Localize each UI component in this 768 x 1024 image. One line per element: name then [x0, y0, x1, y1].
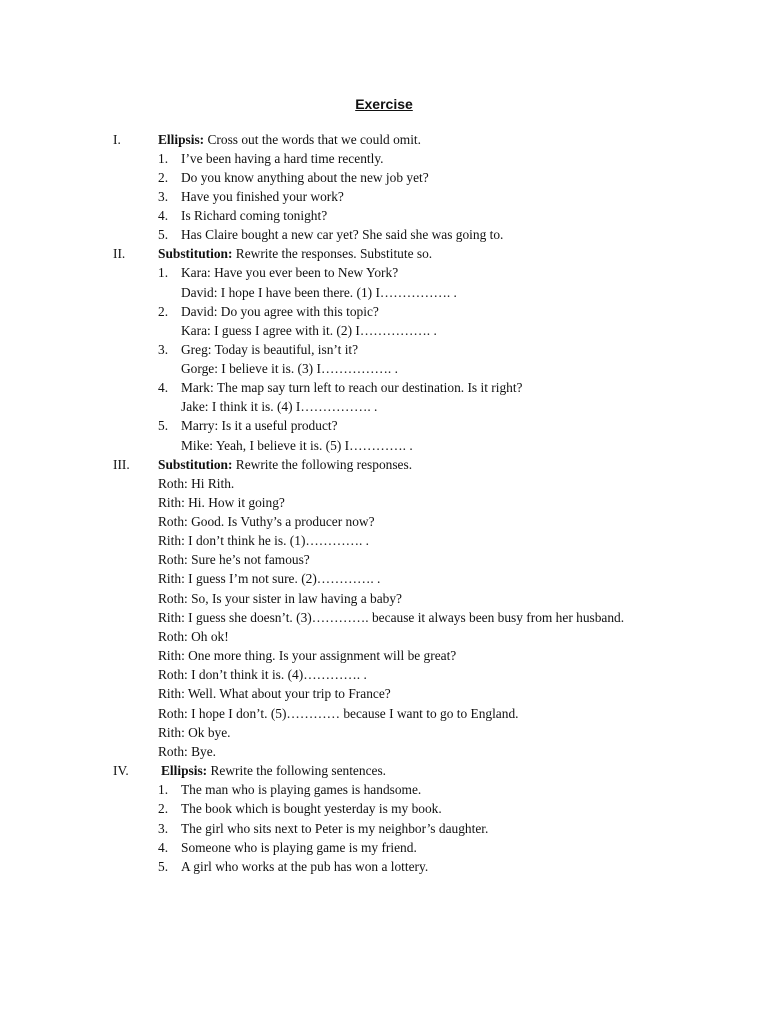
section-3-numeral: III. [113, 457, 130, 472]
dialogue-question: Mark: The map say turn left to reach our destination. Is it right? [181, 380, 523, 395]
section-4-label: Ellipsis: [161, 763, 208, 778]
section-3-heading [158, 457, 412, 473]
section-1-instruction: Cross out the words that we could omit. [204, 132, 421, 147]
item-number: 2. [158, 801, 169, 816]
dialogue-answer: Gorge: I believe it is. (3) I……………. . [181, 361, 398, 376]
item-number: 5. [158, 859, 169, 874]
item-text: The man who is playing games is handsome. [181, 782, 422, 797]
item-number: 4. [158, 840, 169, 855]
item-number: 5. [158, 418, 169, 433]
item-text: Have you finished your work? [181, 189, 344, 204]
dialogue-answer: Kara: I guess I agree with it. (2) I……………. . [181, 323, 437, 338]
dialogue-question: Marry: Is it a useful product? [181, 418, 338, 433]
page-title: Exercise [355, 96, 413, 112]
section-1-numeral: I. [113, 132, 121, 147]
section-3-instruction: Rewrite the following responses. [232, 457, 413, 472]
item-number: 4. [158, 208, 169, 223]
item-number: 3. [158, 189, 169, 204]
section-2-label: Substitution: [158, 246, 233, 261]
dialogue-line: Roth: Oh ok! [158, 629, 229, 644]
dialogue-line: Roth: Hi Rith. [158, 476, 235, 491]
item-text: The book which is bought yesterday is my book. [181, 801, 442, 816]
item-text: Is Richard coming tonight? [181, 208, 328, 223]
section-2-instruction: Rewrite the responses. Substitute so. [232, 246, 433, 261]
item-number: 2. [158, 170, 169, 185]
dialogue-line: Rith: Well. What about your trip to France? [158, 686, 391, 701]
section-4-numeral: IV. [113, 763, 129, 778]
item-text: A girl who works at the pub has won a lottery. [181, 859, 429, 874]
item-text: I’ve been having a hard time recently. [181, 151, 384, 166]
dialogue-line: Roth: Good. Is Vuthy’s a producer now? [158, 514, 375, 529]
dialogue-line: Roth: I don’t think it is. (4)…………. . [158, 667, 367, 682]
item-text: Do you know anything about the new job yet? [181, 170, 429, 185]
section-2-numeral: II. [113, 246, 126, 261]
dialogue-line: Roth: So, Is your sister in law having a baby? [158, 591, 402, 606]
dialogue-question: David: Do you agree with this topic? [181, 304, 379, 319]
dialogue-line: Rith: I guess she doesn’t. (3)…………. because it always been busy from her husband. [158, 610, 625, 625]
dialogue-line: Rith: I don’t think he is. (1)…………. . [158, 533, 370, 548]
item-number: 1. [158, 782, 169, 797]
item-number: 3. [158, 342, 169, 357]
item-number: 1. [158, 265, 169, 280]
section-3-label: Substitution: [158, 457, 233, 472]
section-4-heading [161, 763, 386, 779]
dialogue-line: Rith: Ok bye. [158, 725, 231, 740]
dialogue-line: Roth: I hope I don’t. (5)………… because I want to go to England. [158, 706, 519, 721]
item-number: 2. [158, 304, 169, 319]
dialogue-question: Kara: Have you ever been to New York? [181, 265, 399, 280]
dialogue-line: Rith: One more thing. Is your assignment will be great? [158, 648, 457, 663]
item-text: The girl who sits next to Peter is my neighbor’s daughter. [181, 821, 489, 836]
dialogue-line: Rith: I guess I’m not sure. (2)…………. . [158, 571, 381, 586]
dialogue-question: Greg: Today is beautiful, isn’t it? [181, 342, 359, 357]
item-text: Has Claire bought a new car yet? She said she was going to. [181, 227, 504, 242]
section-1-heading [158, 132, 421, 148]
section-4-instruction: Rewrite the following sentences. [207, 763, 387, 778]
item-number: 5. [158, 227, 169, 242]
item-number: 3. [158, 821, 169, 836]
item-number: 4. [158, 380, 169, 395]
item-text: Someone who is playing game is my friend. [181, 840, 417, 855]
dialogue-line: Roth: Sure he’s not famous? [158, 552, 310, 567]
section-1-label: Ellipsis: [158, 132, 205, 147]
dialogue-answer: Mike: Yeah, I believe it is. (5) I…………. . [181, 438, 413, 453]
dialogue-line: Rith: Hi. How it going? [158, 495, 285, 510]
dialogue-answer: Jake: I think it is. (4) I……………. . [181, 399, 378, 414]
dialogue-answer: David: I hope I have been there. (1) I……………. . [181, 285, 457, 300]
item-number: 1. [158, 151, 169, 166]
section-2-heading [158, 246, 432, 262]
dialogue-line: Roth: Bye. [158, 744, 217, 759]
